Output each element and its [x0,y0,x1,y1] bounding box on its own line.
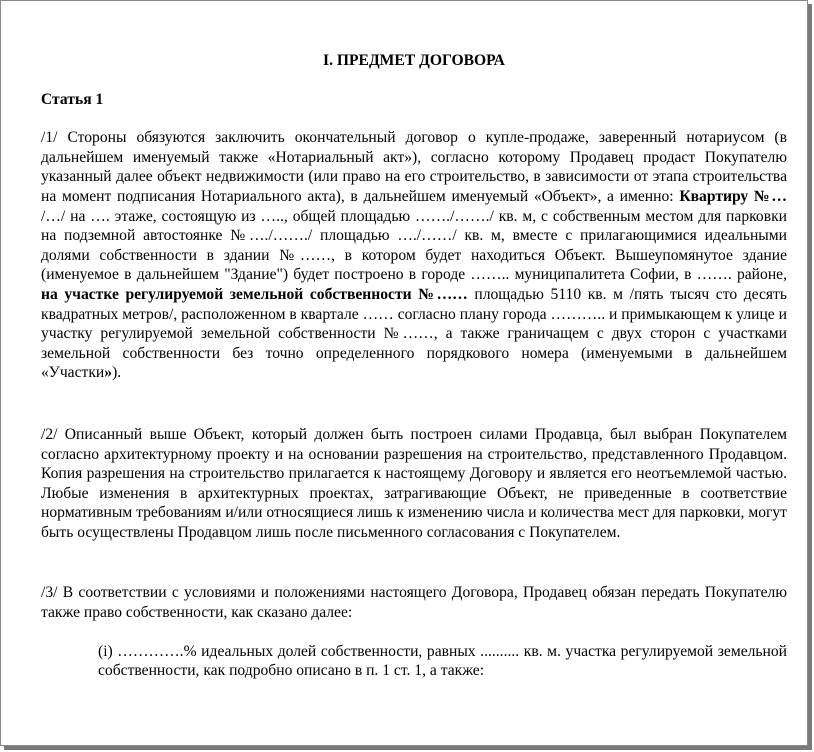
document-body [41,51,787,681]
paragraph-2: /2/ Описанный выше Объект, который должен быть построен силами Продавца, был выбран Покупателем согласно архитектурному проекту и на основании разрешения на строительство, представленного Продавцом. Копия разрешения на строительство прилагается к настоящему Договору и является его неотъемлемой частью. Любые изменения в архитектурных проектах, затрагивающие Объект, не приведенные в соответствие нормативным требованиям и/или относящиеся лишь к изменению числа и количества мест для парковки, могут быть осуществлены Продавцом лишь после письменного согласования с Покупателем. [41,425,787,541]
paragraph-1-text-c: площадью 5110 кв. м /пять тысяч сто десять квадратных метров/, расположенном в квартале …… согласно плану города ……….. и примыкающем к улице и участку регулируемой земельной собственности №……, а также граничащем с двух сторон с участками земельной собственности без точно определенного порядкового номера (именуемыми в дальнейшем «Участки [41,285,787,382]
article-title: Статья 1 [41,90,104,108]
paragraph-1-text-b: /…/ на …. этаже, состоящую из ….., общей площадью ……./……./ кв. м, с собственным местом для парковки на подземной автостоянке №…./……./ площадью …./……/ кв. м, вместе с прилагающимися идеальными долями собственности в здании №……, в котором будет находиться Объект. Вышеупомянутое здание (именуемое в дальнейшем "Здание") будет построено в городе …….. муниципалитета Софии, в ……. районе, [41,207,787,284]
paragraph-1-text-a: /1/ Стороны обязуются заключить окончательный договор о купле-продаже, заверенный нотариусом (в дальнейшем именуемый также «Нотариальный акт»), согласно которому Продавец продаст Покупателю указанный далее объект недвижимости (или право на его строительство, в зависимости от этапа строительства на момент подписания Нотариального акта), в дальнейшем именуемый «Объект», а именно: [41,129,787,205]
closing-quote-bold: » [104,364,113,382]
apartment-number-bold: Квартиру №… [679,187,787,205]
section-title: I. ПРЕДМЕТ ДОГОВОРА [323,52,505,69]
paragraph-1 [41,128,787,383]
land-plot-bold: на участке регулируемой земельной собственности №…… [41,285,468,303]
paragraph-1-text-d: ). [112,364,122,382]
paragraph-3: /3/ В соответствии с условиями и положениями настоящего Договора, Продавец обязан передать Покупателю также право собственности, как сказано далее: [41,584,787,622]
sub-item-i: (i) ………….% идеальных долей собственности, равных .......... кв. м. участка регулируемой земельной собственности, как подробно описано в п. 1 ст. 1, а также: [98,642,787,680]
